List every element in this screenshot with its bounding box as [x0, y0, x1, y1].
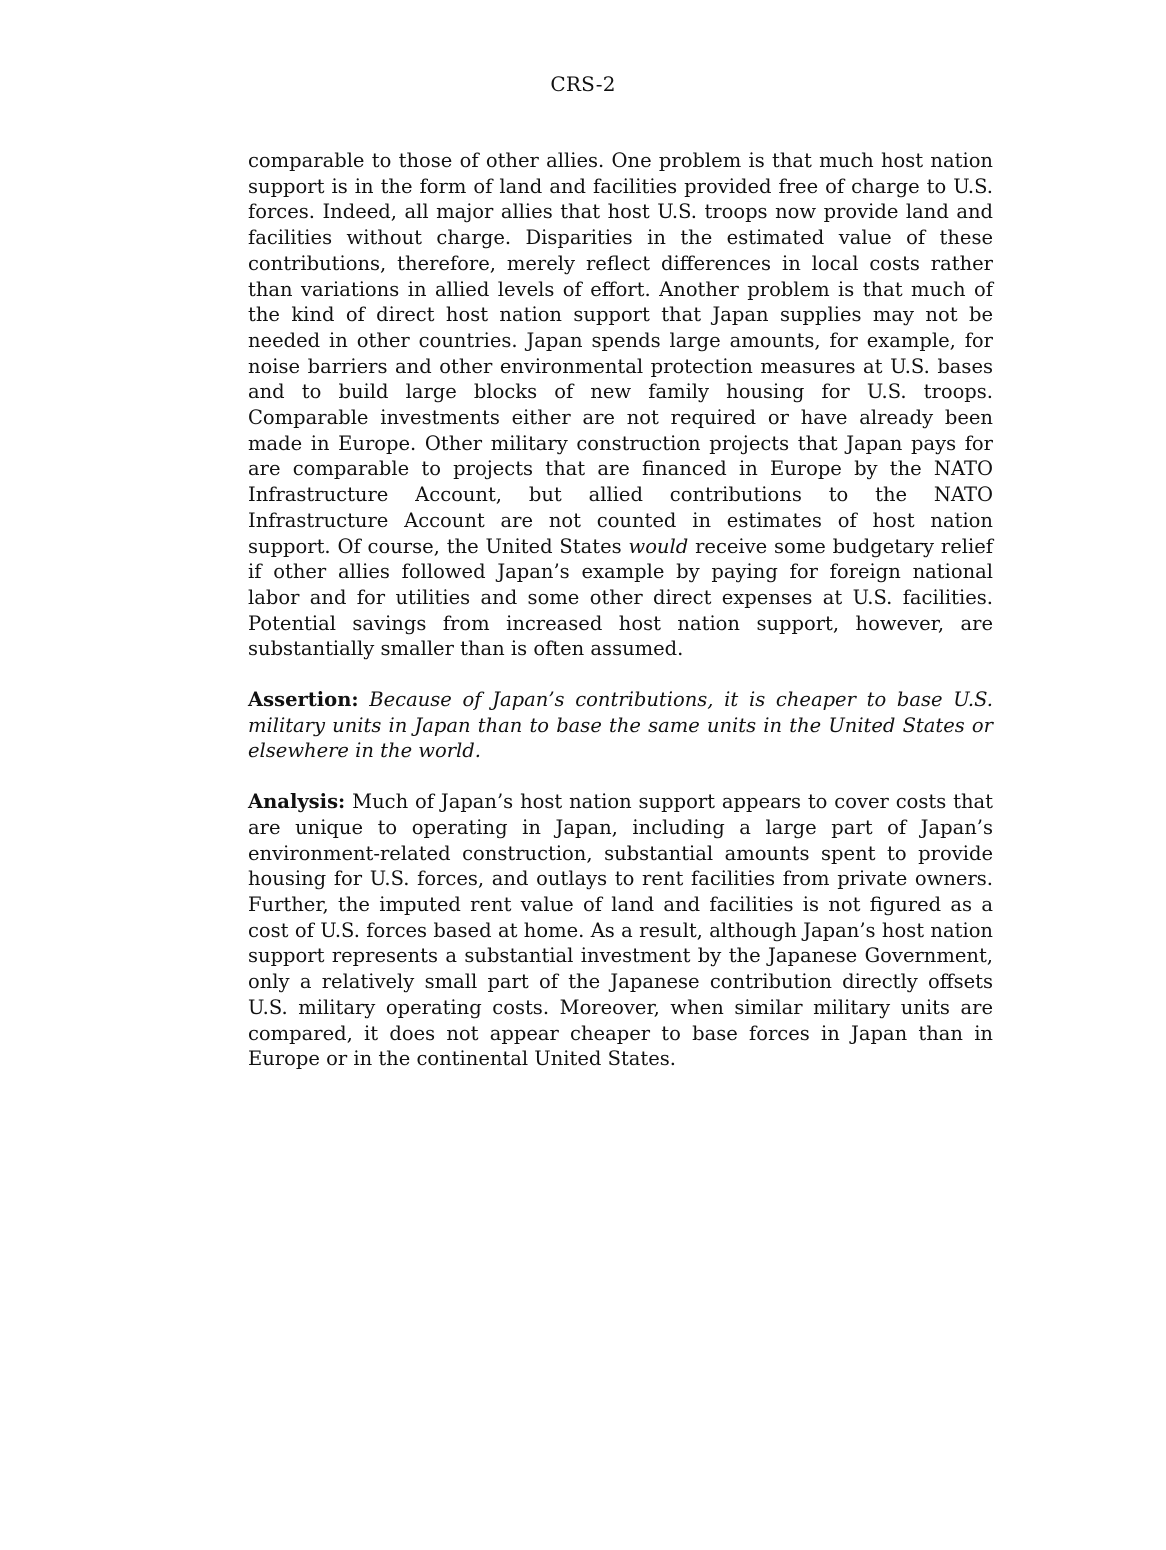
assertion-label: Assertion:: [248, 688, 359, 712]
page-header: CRS-2: [550, 72, 616, 96]
assertion-paragraph: [248, 687, 993, 764]
document-body: [248, 148, 993, 1072]
continuation-paragraph: [248, 148, 993, 662]
emphasis-word: would: [628, 534, 689, 558]
analysis-label: Analysis:: [248, 790, 346, 814]
continuation-text-part2: receive some budgetary relief if other allies followed Japan’s example by paying for foreign national labor and for utilities and some other direct expenses at U.S. facilities. Potential savings from increased host nation support, however, are substantially smaller than is often assumed.: [248, 534, 993, 661]
analysis-paragraph: [248, 789, 993, 1072]
analysis-text: Much of Japan’s host nation support appears to cover costs that are unique to operating in Japan, including a large part of Japan’s environment-related construction, substantial amounts spent to provide housing for U.S. forces, and outlays to rent facilities from private owners. Further, the imputed rent value of land and facilities is not figured as a cost of U.S. forces based at home. As a result, although Japan’s host nation support represents a substantial investment by the Japanese Government, only a relatively small part of the Japanese contribution directly offsets U.S. military operating costs. Moreover, when similar military units are compared, it does not appear cheaper to base forces in Japan than in Europe or in the continental United States.: [248, 790, 993, 1071]
assertion-text: Because of Japan’s contributions, it is cheaper to base U.S. military units in Japan than to base the same units in the United States or elsewhere in the world.: [248, 688, 993, 763]
continuation-text-part1: comparable to those of other allies. One problem is that much host nation support is in the form of land and facilities provided free of charge to U.S. forces. Indeed, all major allies that host U.S. troops now provide land and facilities without charge. Disparities in the estimated value of these contributions, therefore, merely reflect differences in local costs rather than variations in allied levels of effort. Another problem is that much of the kind of direct host nation support that Japan supplies may not be needed in other countries. Japan spends large amounts, for example, for noise barriers and other environmental protection measures at U.S. bases and to build large blocks of new family housing for U.S. troops. Comparable investments either are not required or have already been made in Europe. Other military construction projects that Japan pays for are comparable to projects that are financed in Europe by the NATO Infrastructure Account, but allied contributions to the NATO Infrastructure Account are not counted in estimates of host nation support. Of course, the United States: [248, 149, 993, 558]
